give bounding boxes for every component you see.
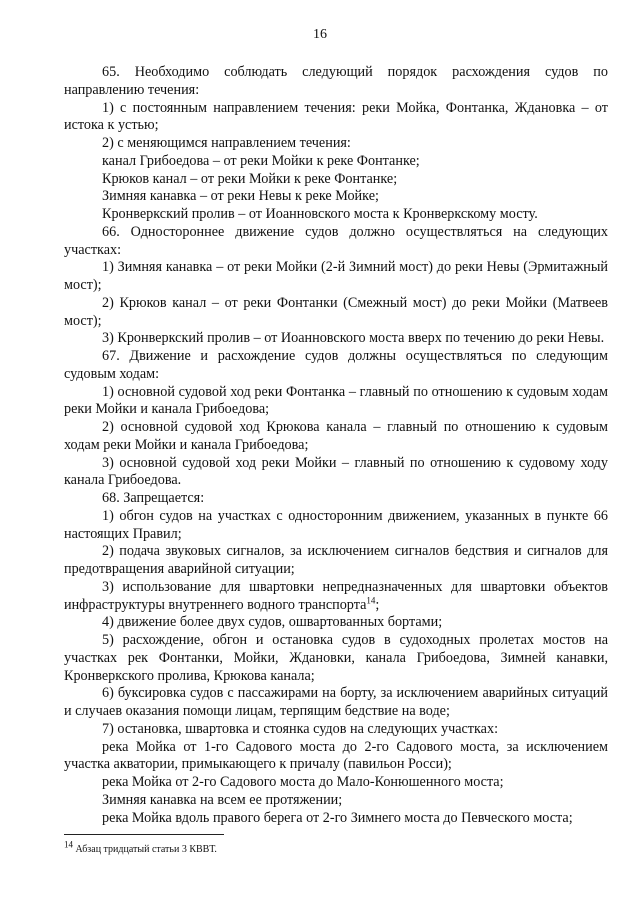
paragraph-68-item-6: 6) буксировка судов с пассажирами на борту, за исключением аварийных ситуаций и случаев оказания помощи лицам, терпящим бедствие на воде; (64, 685, 608, 719)
paragraph-65: 65. Необходимо соблюдать следующий порядок расхождения судов по направлению течения: (64, 64, 608, 98)
paragraph-68-item-5: 5) расхождение, обгон и остановка судов в судоходных пролетах мостов на участках рек Фонтанки, Мойки, Ждановки, канала Грибоедова, Зимней канавки, Кронверкского пролива, Крюкова канала; (64, 632, 608, 684)
paragraph-66-item-1: 1) Зимняя канавка – от реки Мойки (2-й Зимний мост) до реки Невы (Эрмитажный мост); (64, 259, 608, 293)
footnote-marker: 14 (64, 839, 73, 850)
paragraph-66-item-3: 3) Кронверкский пролив – от Иоанновского моста вверх по течению до реки Невы. (102, 330, 605, 347)
paragraph-68-item-7: 7) остановка, швартовка и стоянка судов на следующих участках: (102, 720, 499, 737)
paragraph-68-item-1: 1) обгон судов на участках с односторонним движением, указанных в пункте 66 настоящих Правил; (64, 507, 608, 542)
paragraph-68-item-3 (64, 579, 608, 615)
paragraph-65-zimnyaya: Зимняя канавка – от реки Невы к реке Мойке; (102, 188, 379, 205)
paragraph-65-item-1: 1) с постоянным направлением течения: реки Мойка, Фонтанка, Ждановка – от истока к устью; (64, 99, 608, 134)
footnote (64, 839, 217, 856)
footnote-divider (64, 834, 224, 835)
paragraph-66: 66. Одностороннее движение судов должно осуществляться на следующих участках: (64, 223, 608, 258)
paragraph-68: 68. Запрещается: (102, 490, 205, 506)
paragraph-68-item-7-moika-pevchesky: река Мойка вдоль правого берега от 2-го Зимнего моста до Певческого моста; (102, 809, 573, 826)
paragraph-67-item-2: 2) основной судовой ход Крюкова канала – главный по отношению к судовым ходам реки Мойки и канала Грибоедова; (64, 419, 608, 453)
paragraph-65-kronverk: Кронверкский пролив – от Иоанновского моста к Кронверкскому мосту. (102, 206, 538, 222)
paragraph-65-griboedov: канал Грибоедова – от реки Мойки к реке Фонтанке; (102, 152, 420, 169)
paragraph-68-item-3-text: 3) использование для швартовки непредназначенных для швартовки объектов инфраструктуры внутреннего водного транспорта (64, 578, 608, 613)
paragraph-68-item-3-end: ; (375, 596, 380, 613)
paragraph-67: 67. Движение и расхождение судов должны осуществляться по следующим судовым ходам: (64, 348, 608, 382)
footnote-text: Абзац тридцатый статьи 3 КВВТ. (73, 844, 217, 855)
paragraph-65-kryukov: Крюков канал – от реки Мойки к реке Фонтанке; (102, 170, 398, 187)
paragraph-66-item-2: 2) Крюков канал – от реки Фонтанки (Смежный мост) до реки Мойки (Матвеев мост); (64, 294, 608, 329)
footnote-reference[interactable]: 14 (366, 594, 376, 605)
paragraph-68-item-7-moika-sadovy: река Мойка от 1-го Садового моста до 2-го Садового моста, за исключением участка акватории, примыкающего к причалу (павильон Росси); (64, 738, 608, 773)
paragraph-68-item-7-moika-konyushenny: река Мойка от 2-го Садового моста до Мало-Конюшенного моста; (102, 774, 504, 790)
paragraph-67-item-1: 1) основной судовой ход реки Фонтанка – главный по отношению к судовым ходам реки Мойки и канала Грибоедова; (64, 383, 608, 418)
paragraph-68-item-7-zimnyaya: Зимняя канавка на всем ее протяжении; (102, 791, 343, 808)
page-number: 16 (313, 27, 327, 42)
document-body (64, 64, 608, 827)
paragraph-65-item-2: 2) с меняющимся направлением течения: (102, 135, 351, 151)
paragraph-68-item-2: 2) подача звуковых сигналов, за исключением сигналов бедствия и сигналов для предотвращения аварийной ситуации; (64, 543, 608, 577)
paragraph-68-item-4: 4) движение более двух судов, ошвартованных бортами; (102, 614, 443, 631)
paragraph-67-item-3: 3) основной судовой ход реки Мойки – главный по отношению к судовому ходу канала Грибоедова. (64, 454, 608, 489)
